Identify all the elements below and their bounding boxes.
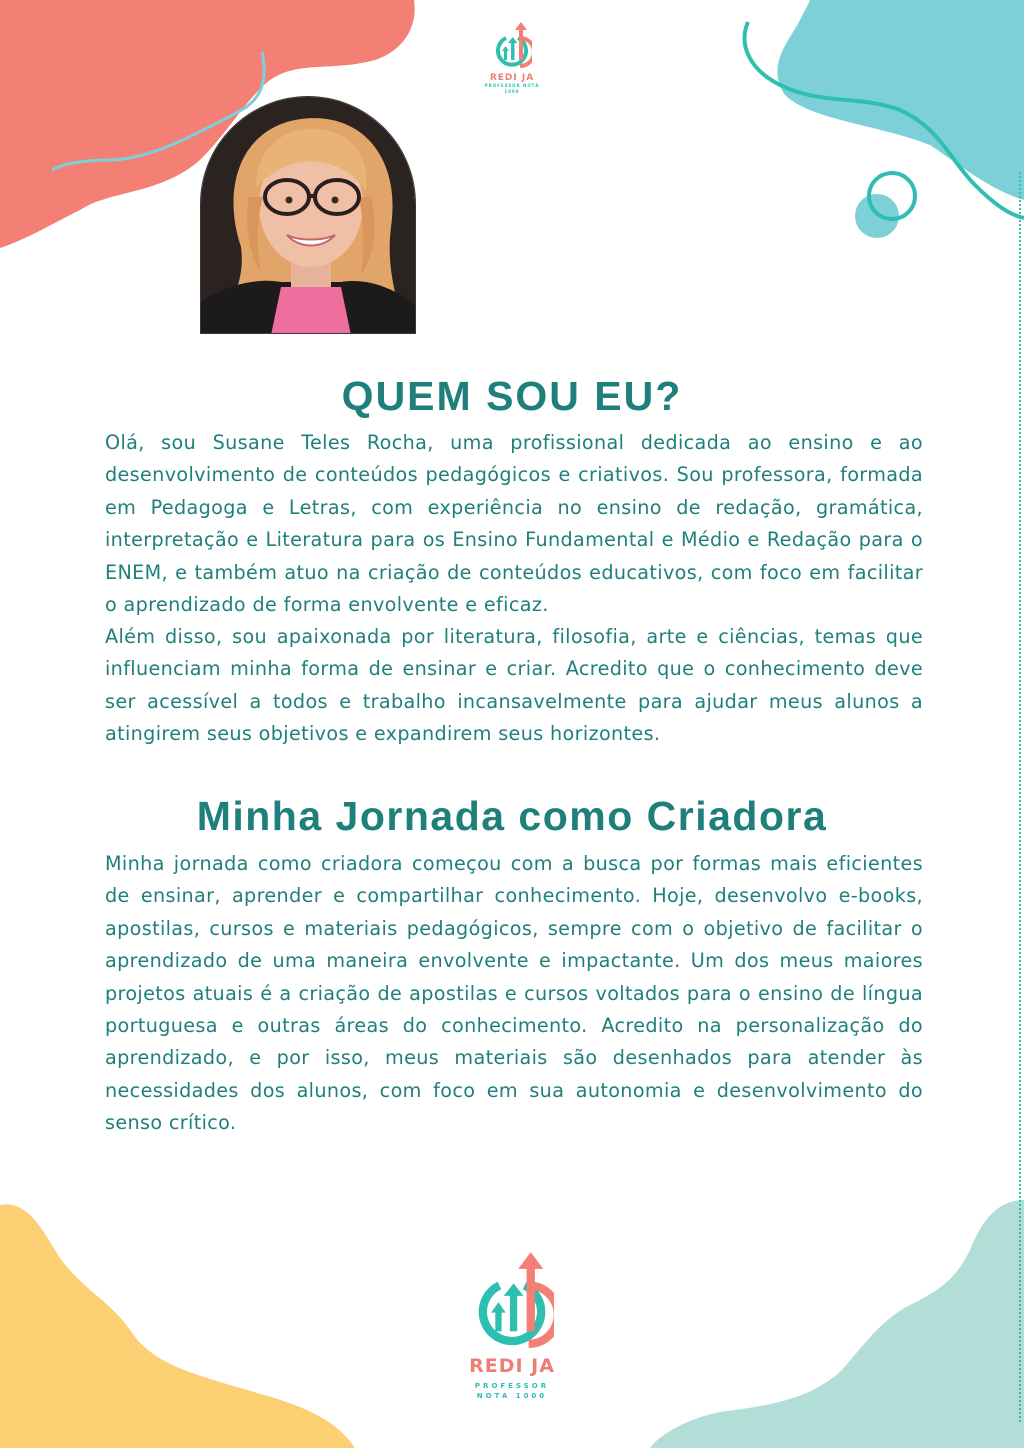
footer-logo-tagline-1: PROFESSOR [474,1382,550,1390]
header-logo-tagline: PROFESSOR NOTA 1000 [484,83,540,94]
about-title: QUEM SOU EU? [341,373,683,419]
mint-blob [650,1200,1024,1448]
blue-blob [777,0,1024,200]
portrait-image [201,97,416,334]
growth-arrows-logo-icon [492,20,532,68]
journey-title: Minha Jornada como Criadora [196,793,828,839]
about-paragraph-1: Olá, sou Susane Teles Rocha, uma profissional dedicada ao ensino e ao desenvolvimento de conteúdos pedagógicos e criativos. Sou professora, formada em Pedagoga e Letras, com experiência no ensino de redação, gramática, interpretação e Literatura para os Ensino Fundamental e Médio e Redação para o ENEM, e também atuo na criação de conteúdos educativos, com foco em facilitar o aprendizado de forma envolvente e eficaz. [105,431,923,617]
footer-logo-name: REDI JA [469,1355,555,1377]
growth-arrows-logo-icon [470,1248,554,1348]
footer-logo [432,1248,592,1401]
about-paragraph-2: Além disso, sou apaixonada por literatura, filosofia, arte e ciências, temas que influenciam minha forma de ensinar e criar. Acredito que o conhecimento deve ser acessível a todos e trabalho incansavelmente para ajudar meus alunos a atingirem seus objetivos e expandirem seus horizontes. [105,625,923,746]
header-logo [482,20,542,95]
profile-photo [200,96,416,334]
header-logo-name: REDI JA [489,73,535,83]
yellow-blob [0,1204,355,1448]
footer-logo-tagline-2: NOTA 1000 [476,1392,548,1400]
journey-paragraph: Minha jornada como criadora começou com a busca por formas mais eficientes de ensinar, aprender e compartilhar conhecimento. Hoje, desenvolvo e-books, apostilas, cursos e materiais pedagógicos, sempre com o objetivo de facilitar o aprendizado de uma maneira envolvente e impactante. Um dos meus maiores projetos atuais é a criação de apostilas e cursos voltados para o ensino de língua portuguesa e outras áreas do conhecimento. Acredito na personalização do aprendizado, e por isso, meus materiais são desenhados para atender às necessidades dos alunos, com foco em sua autonomia e desenvolvimento do senso crítico. [105,852,923,1135]
